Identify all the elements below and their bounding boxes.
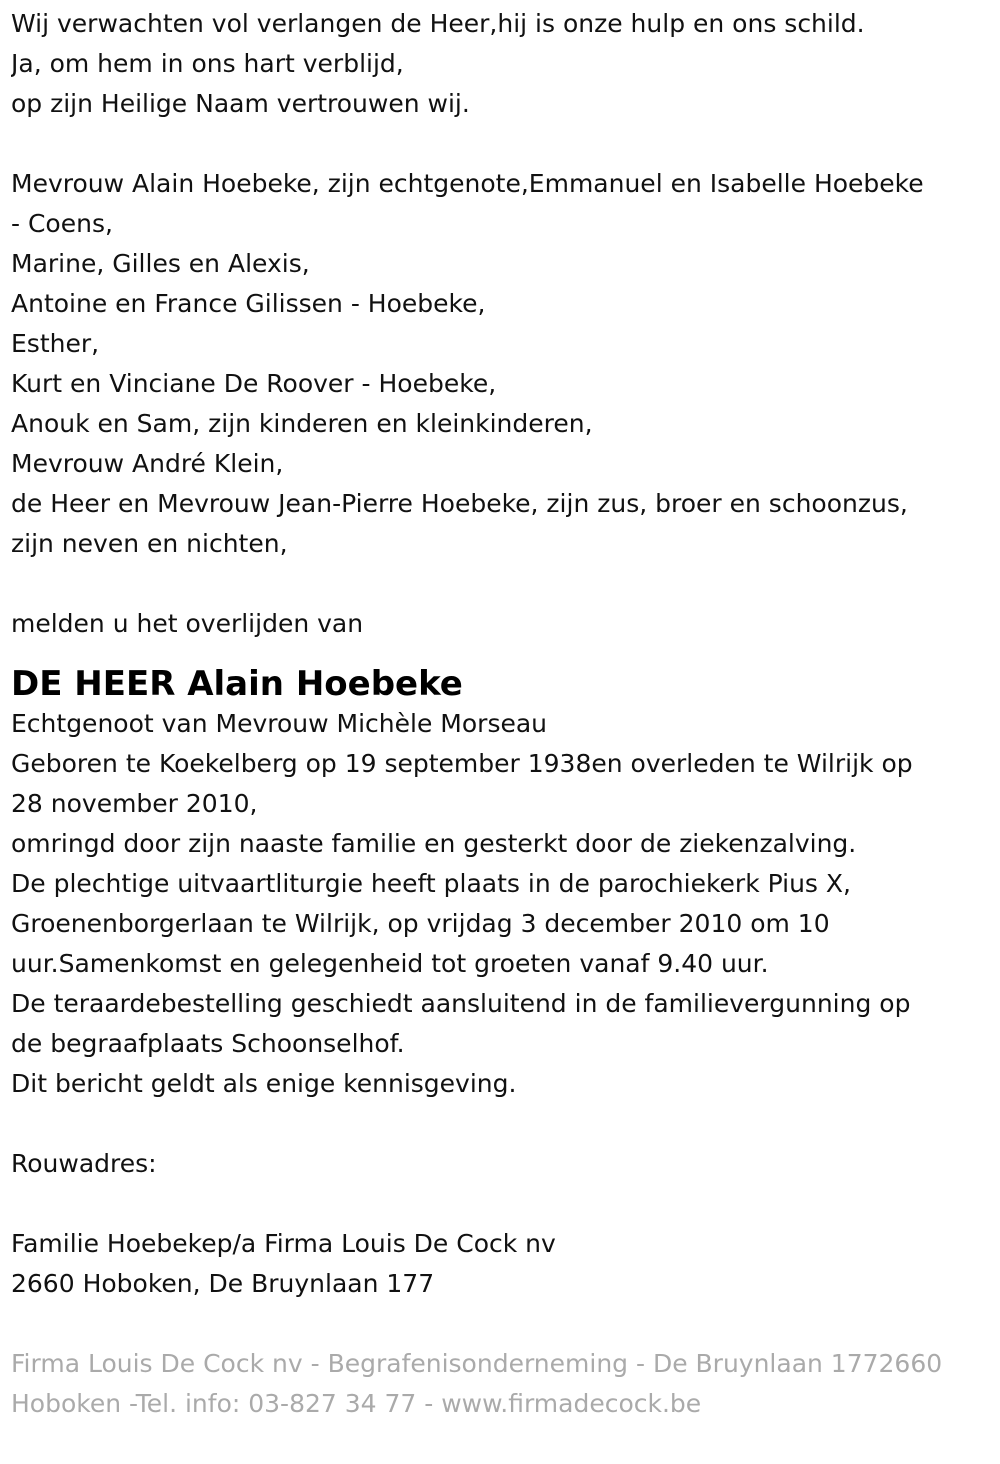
spacer <box>11 1304 990 1344</box>
announcement-text: melden u het overlijden van <box>11 609 364 638</box>
funeral-home-footer <box>11 1344 990 1424</box>
psalm-verse <box>11 4 990 124</box>
psalm-line: Wij verwachten vol verlangen de Heer,hij is onze hulp en ons schild. <box>11 9 865 38</box>
family-line: - Coens, <box>11 209 113 238</box>
detail-line: Geboren te Koekelberg op 19 september 1938en overleden te Wilrijk op <box>11 749 913 778</box>
family-line: Antoine en France Gilissen - Hoebeke, <box>11 289 486 318</box>
detail-line: De teraardebestelling geschiedt aansluitend in de familievergunning op <box>11 989 911 1018</box>
detail-line: Echtgenoot van Mevrouw Michèle Morseau <box>11 709 548 738</box>
detail-line: omringd door zijn naaste familie en gesterkt door de ziekenzalving. <box>11 829 857 858</box>
detail-line: De plechtige uitvaartliturgie heeft plaats in de parochiekerk Pius X, <box>11 869 851 898</box>
address-line: Familie Hoebekep/a Firma Louis De Cock nv <box>11 1229 556 1258</box>
footer-line: Hoboken -Tel. info: 03-827 34 77 - www.firmadecock.be <box>11 1389 702 1418</box>
address-line: 2660 Hoboken, De Bruynlaan 177 <box>11 1269 435 1298</box>
family-line: de Heer en Mevrouw Jean-Pierre Hoebeke, zijn zus, broer en schoonzus, <box>11 489 908 518</box>
detail-line: uur.Samenkomst en gelegenheid tot groeten vanaf 9.40 uur. <box>11 949 769 978</box>
psalm-line: Ja, om hem in ons hart verblijd, <box>11 49 404 78</box>
detail-line: 28 november 2010, <box>11 789 258 818</box>
family-list <box>11 164 990 564</box>
spacer <box>11 1184 990 1224</box>
address-label: Rouwadres: <box>11 1149 157 1178</box>
family-line: Marine, Gilles en Alexis, <box>11 249 310 278</box>
family-line: zijn neven en nichten, <box>11 529 288 558</box>
mourning-address <box>11 1224 990 1304</box>
detail-line: Groenenborgerlaan te Wilrijk, op vrijdag 3 december 2010 om 10 <box>11 909 830 938</box>
family-line: Mevrouw Alain Hoebeke, zijn echtgenote,Emmanuel en Isabelle Hoebeke <box>11 169 924 198</box>
footer-line: Firma Louis De Cock nv - Begrafenisonderneming - De Bruynlaan 1772660 <box>11 1349 943 1378</box>
deceased-details <box>11 704 990 1104</box>
family-line: Anouk en Sam, zijn kinderen en kleinkinderen, <box>11 409 593 438</box>
spacer <box>11 124 990 164</box>
detail-line: Dit bericht geldt als enige kennisgeving. <box>11 1069 517 1098</box>
family-line: Mevrouw André Klein, <box>11 449 284 478</box>
deceased-name: DE HEER Alain Hoebeke <box>11 664 463 704</box>
family-line: Kurt en Vinciane De Roover - Hoebeke, <box>11 369 497 398</box>
psalm-line: op zijn Heilige Naam vertrouwen wij. <box>11 89 470 118</box>
spacer <box>11 1104 990 1144</box>
detail-line: de begraafplaats Schoonselhof. <box>11 1029 405 1058</box>
family-line: Esther, <box>11 329 100 358</box>
spacer <box>11 564 990 604</box>
